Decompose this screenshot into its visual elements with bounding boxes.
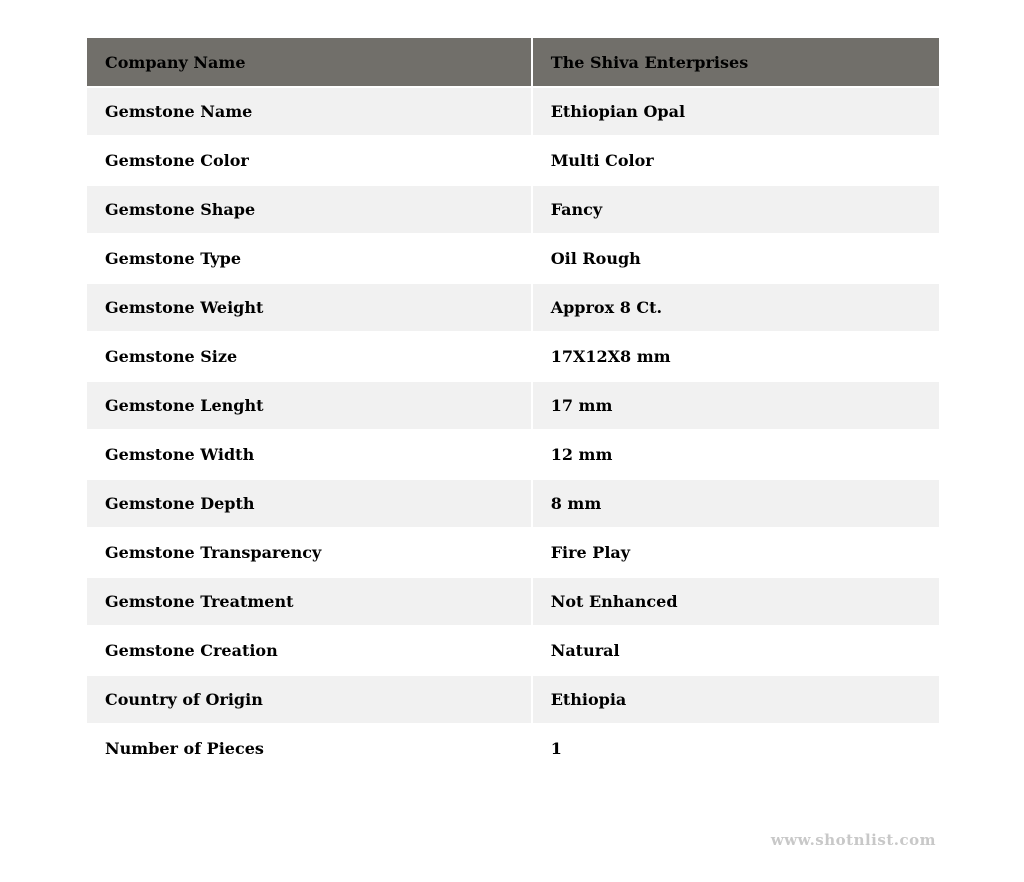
row-label-cell: Number of Pieces xyxy=(87,725,531,772)
row-label-cell: Gemstone Treatment xyxy=(87,578,531,625)
row-label-cell: Country of Origin xyxy=(87,676,531,723)
table-row xyxy=(87,235,939,282)
row-label-cell: Gemstone Shape xyxy=(87,186,531,233)
table-row xyxy=(87,137,939,184)
row-label-cell: Gemstone Transparency xyxy=(87,529,531,576)
row-value-cell: Oil Rough xyxy=(533,235,939,282)
gemstone-spec-table xyxy=(85,36,941,774)
table-row xyxy=(87,186,939,233)
row-label-cell: Gemstone Size xyxy=(87,333,531,380)
row-value-cell: 17 mm xyxy=(533,382,939,429)
table-row xyxy=(87,284,939,331)
table-row xyxy=(87,627,939,674)
row-label-cell: Gemstone Type xyxy=(87,235,531,282)
row-label-cell: Gemstone Creation xyxy=(87,627,531,674)
row-value-cell: 12 mm xyxy=(533,431,939,478)
header-value-cell: The Shiva Enterprises xyxy=(533,38,939,86)
header-label-cell: Company Name xyxy=(87,38,531,86)
row-label-cell: Gemstone Lenght xyxy=(87,382,531,429)
row-value-cell: Fancy xyxy=(533,186,939,233)
row-label-cell: Gemstone Depth xyxy=(87,480,531,527)
row-value-cell: Approx 8 Ct. xyxy=(533,284,939,331)
row-value-cell: 1 xyxy=(533,725,939,772)
row-value-cell: 8 mm xyxy=(533,480,939,527)
row-value-cell: Ethiopian Opal xyxy=(533,88,939,135)
table-row xyxy=(87,431,939,478)
table-row xyxy=(87,480,939,527)
row-value-cell: Natural xyxy=(533,627,939,674)
row-value-cell: Fire Play xyxy=(533,529,939,576)
table-row xyxy=(87,382,939,429)
table-header-row xyxy=(87,38,939,86)
row-value-cell: Not Enhanced xyxy=(533,578,939,625)
row-label-cell: Gemstone Name xyxy=(87,88,531,135)
row-value-cell: Ethiopia xyxy=(533,676,939,723)
table-row xyxy=(87,725,939,772)
site-watermark: www.shotnlist.com xyxy=(770,831,936,849)
table-row xyxy=(87,676,939,723)
table-row xyxy=(87,578,939,625)
row-value-cell: 17X12X8 mm xyxy=(533,333,939,380)
table-row xyxy=(87,88,939,135)
row-label-cell: Gemstone Width xyxy=(87,431,531,478)
row-label-cell: Gemstone Weight xyxy=(87,284,531,331)
row-value-cell: Multi Color xyxy=(533,137,939,184)
table-row xyxy=(87,529,939,576)
row-label-cell: Gemstone Color xyxy=(87,137,531,184)
table-row xyxy=(87,333,939,380)
gemstone-spec-table-container xyxy=(85,36,941,774)
